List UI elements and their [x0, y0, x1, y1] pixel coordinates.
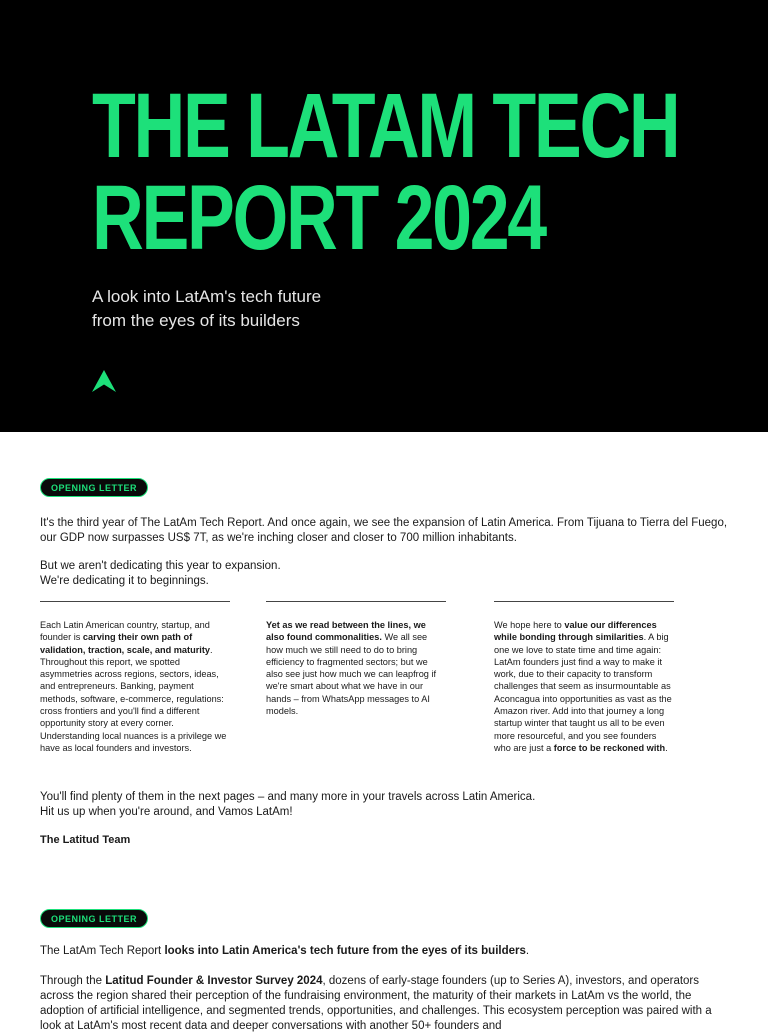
- col3-bold-1: value our differences while bonding through similarities: [494, 620, 657, 643]
- report-description-paragraph: [40, 944, 730, 959]
- dedication-line-2: We're dedicating it to beginnings.: [40, 575, 209, 587]
- latitud-arrow-logo-icon: [92, 370, 116, 392]
- report-subtitle-line-1: A look into LatAm's tech future: [92, 287, 322, 306]
- report-subtitle: [92, 285, 321, 333]
- col1-bold-1: carving their own path of validation, traction, scale, and maturity: [40, 632, 211, 655]
- report-subtitle-line-2: from the eyes of its builders: [92, 311, 300, 330]
- intro-paragraph: It's the third year of The LatAm Tech Report. And once again, we see the expansion of Latin America. From Tijuana to Tierra del Fuego, our GDP now surpasses US$ 7T, as we're inching closer and closer to 700 million inhabitants.: [40, 517, 728, 544]
- letter-column-2: [266, 601, 446, 717]
- report-title: [92, 75, 679, 269]
- survey-text-1: Through the: [40, 975, 106, 987]
- col3-text-2: . A big one we love to state time and time again: LatAm founders just find a way to make it work, due to their capacity to transform challenges that seem as insurmountable as Aconcagua into opportunities as vast as the Amazon river. Add into that journey a long startup winter that taught us all to be even more resourceful, and you see founders who are just a: [494, 632, 672, 753]
- closing-line-1: You'll find plenty of them in the next pages – and many more in your travels across Latin America.: [40, 791, 536, 803]
- col3-bold-2: force to be reckoned with: [553, 742, 666, 753]
- signature: The Latitud Team: [40, 834, 131, 846]
- letter-column-3: [494, 601, 674, 754]
- col1-text-2: . Throughout this report, we spotted asymmetries across regions, sectors, ideas, and entrepreneurs. Banking, payment methods, software, e-commerce, regulations: cross frontiers and you'll find a different opportunity story at every corner. Understanding local nuances is a privilege we have as local founders and investors.: [40, 644, 227, 753]
- survey-paragraph: [40, 974, 730, 1034]
- hero-banner: [0, 0, 768, 432]
- opening-letter-badge-2: OPENING LETTER: [40, 909, 148, 928]
- col3-text-3: .: [665, 742, 668, 753]
- desc-text-2: .: [525, 945, 530, 957]
- closing-paragraph: [40, 790, 730, 820]
- col2-bold-1: Yet as we read between the lines, we also found commonalities.: [266, 620, 426, 643]
- dedication-paragraph: [40, 559, 730, 589]
- report-title-line-2: REPORT 2024: [92, 167, 545, 269]
- col2-text-1: We all see how much we still need to do to bring efficiency to fragmented sectors; but we also see just how much we can leapfrog if we're smart about what we have in our hands – from WhatsApp messages to AI models.: [266, 632, 437, 717]
- survey-bold-1: Latitud Founder & Investor Survey 2024: [105, 975, 323, 987]
- opening-letter-badge: OPENING LETTER: [40, 478, 148, 497]
- col3-text-1: We hope here to: [494, 620, 565, 630]
- report-title-line-1: THE LATAM TECH: [92, 75, 679, 177]
- survey-text-2: , dozens of early-stage founders (up to Series A), investors, and operators across the region shared their perception of the fundraising environment, the maturity of their markets in LatAm vs the world, the adoption of artificial intelligence, and segmented trends, opportunities, and challenges. This ecosystem perception was paired with a look at LatAm's most recent data and deeper conversations with another 50+ founders and: [40, 975, 712, 1032]
- desc-text-1: The LatAm Tech Report: [40, 945, 165, 957]
- col1-text-1: Each Latin American country, startup, and founder is: [40, 620, 210, 643]
- closing-line-2: Hit us up when you're around, and Vamos LatAm!: [40, 806, 293, 818]
- letter-column-1: [40, 601, 230, 754]
- dedication-line-1: But we aren't dedicating this year to expansion.: [40, 560, 281, 572]
- desc-bold-1: looks into Latin America's tech future from the eyes of its builders: [164, 945, 526, 957]
